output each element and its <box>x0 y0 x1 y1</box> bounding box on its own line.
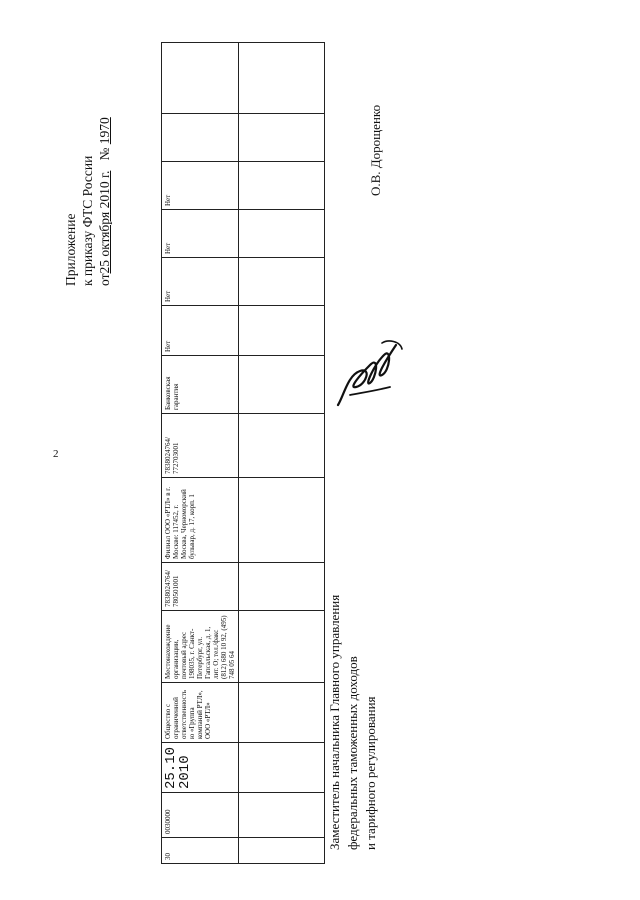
order-reference: к приказу ФТС России <box>80 155 95 286</box>
order-date: 25 октября 2010 г. <box>97 170 112 274</box>
signatory-name: О.В. Дорощенко <box>368 104 383 196</box>
cell-empty-2 <box>162 43 239 114</box>
handwritten-signature <box>330 335 405 413</box>
cell-blank <box>239 793 325 838</box>
cell-inclusion-date: 25.10 2010 <box>162 743 239 793</box>
cell-blank <box>239 306 325 356</box>
cell-branch-address: Филиал ООО «РТЛ» в г. Москве: 117452, г. Москва, Черноморский бульвар, д. 17, корп. 1 <box>162 478 239 563</box>
cell-row-number: 30 <box>162 838 239 864</box>
cell-blank <box>239 743 325 793</box>
cell-blank <box>239 478 325 563</box>
cell-blank <box>239 356 325 414</box>
cell-register-number: 0030000 <box>162 793 239 838</box>
page-number: 2 <box>53 448 59 460</box>
cell-blank <box>239 611 325 683</box>
cell-organization-name: Общество с ограниченной ответственностью «Группа компаний РТЛ», ООО «РТЛ» <box>162 683 239 743</box>
cell-empty-1 <box>162 114 239 162</box>
cell-no-3: Нет <box>162 210 239 258</box>
cell-blank <box>239 838 325 864</box>
cell-no-2: Нет <box>162 258 239 306</box>
cell-organization-address: Местонахождение организации, почтовый адрес 198035, г. Санкт-Петербург, ул. Гапсальская, д. 1, лит. О; тел./факс (812) 680 10 92, (495) 748 05 64 <box>162 611 239 683</box>
order-number: 1970 <box>97 117 112 145</box>
cell-blank <box>239 43 325 114</box>
cell-blank <box>239 683 325 743</box>
register-table <box>161 44 268 864</box>
cell-branch-inn-kpp: 7838024764/ 772703001 <box>162 414 239 478</box>
cell-blank <box>239 210 325 258</box>
cell-blank <box>239 162 325 210</box>
cell-inn-kpp: 7838024764/ 780501001 <box>162 563 239 611</box>
appendix-header <box>62 46 113 286</box>
cell-no-4: Нет <box>162 162 239 210</box>
cell-blank <box>239 258 325 306</box>
order-date-line: от25 октября 2010 г. № 1970 <box>97 117 112 286</box>
cell-no-1: Нет <box>162 306 239 356</box>
cell-blank <box>239 114 325 162</box>
appendix-title: Приложение <box>63 213 78 286</box>
cell-blank <box>239 563 325 611</box>
cell-blank <box>239 414 325 478</box>
cell-guarantee-type: Банковская гарантия <box>162 356 239 414</box>
signatory-title: Заместитель начальника Главного управления федеральных таможенных доходов и тарифного регулирования <box>327 594 378 850</box>
